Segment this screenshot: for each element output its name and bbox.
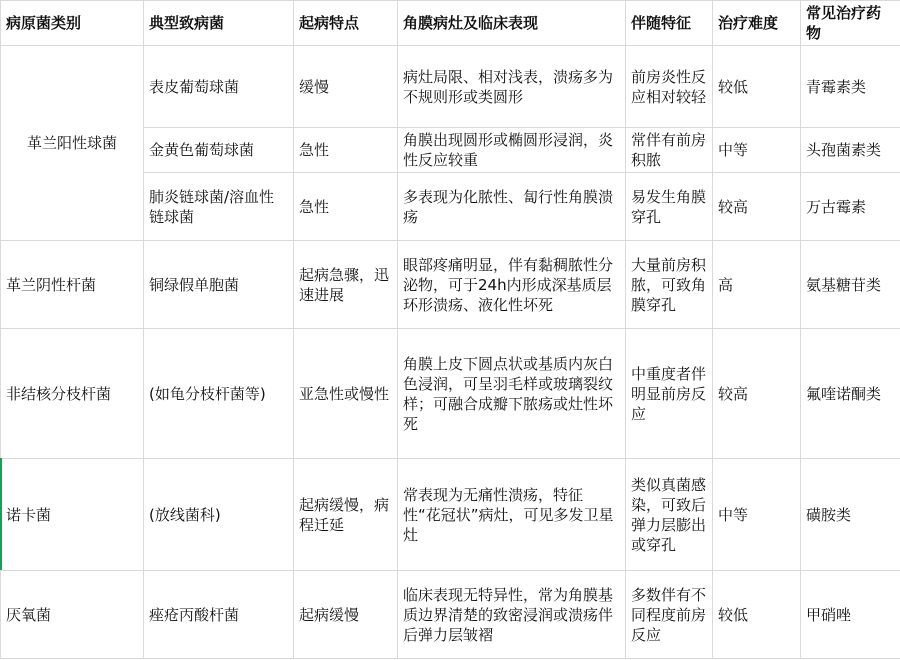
table-row (1, 571, 900, 659)
onset-cell[interactable]: 缓慢 (294, 46, 398, 128)
drug-cell[interactable]: 头孢菌素类 (801, 128, 900, 173)
drug-cell[interactable]: 磺胺类 (801, 459, 900, 571)
category-cell[interactable]: 厌氧菌 (1, 571, 144, 659)
table-row (1, 329, 900, 459)
pathogen-cell[interactable]: 肺炎链球菌/溶血性链球菌 (144, 173, 294, 241)
difficulty-cell[interactable]: 较低 (713, 46, 801, 128)
feature-cell[interactable]: 多数伴有不同程度前房反应 (626, 571, 713, 659)
pathogen-cell[interactable]: 金黄色葡萄球菌 (144, 128, 294, 173)
category-cell[interactable]: 革兰阴性杆菌 (1, 241, 144, 329)
difficulty-cell[interactable]: 中等 (713, 128, 801, 173)
lesion-cell[interactable]: 角膜出现圆形或椭圆形浸润，炎性反应较重 (398, 128, 626, 173)
header-category[interactable]: 病原菌类别 (1, 1, 144, 46)
feature-cell[interactable]: 易发生角膜穿孔 (626, 173, 713, 241)
lesion-cell[interactable]: 病灶局限、相对浅表，溃疡多为不规则形或类圆形 (398, 46, 626, 128)
drug-cell[interactable]: 青霉素类 (801, 46, 900, 128)
feature-cell[interactable]: 前房炎性反应相对较轻 (626, 46, 713, 128)
header-row (1, 1, 900, 46)
drug-cell[interactable]: 甲硝唑 (801, 571, 900, 659)
onset-cell[interactable]: 起病缓慢 (294, 571, 398, 659)
onset-cell[interactable]: 起病急骤，迅速进展 (294, 241, 398, 329)
header-feature[interactable]: 伴随特征 (626, 1, 713, 46)
lesion-cell[interactable]: 角膜上皮下圆点状或基质内灰白色浸润，可呈羽毛样或玻璃裂纹样；可融合成瓣下脓疡或灶性坏死 (398, 329, 626, 459)
difficulty-cell[interactable]: 较高 (713, 173, 801, 241)
onset-cell[interactable]: 亚急性或慢性 (294, 329, 398, 459)
difficulty-cell[interactable]: 中等 (713, 459, 801, 571)
lesion-cell[interactable]: 常表现为无痛性溃疡，特征性“花冠状”病灶，可见多发卫星灶 (398, 459, 626, 571)
header-onset[interactable]: 起病特点 (294, 1, 398, 46)
difficulty-cell[interactable]: 较低 (713, 571, 801, 659)
feature-cell[interactable]: 大量前房积脓，可致角膜穿孔 (626, 241, 713, 329)
feature-cell[interactable]: 中重度者伴明显前房反应 (626, 329, 713, 459)
drug-cell[interactable]: 氟喹诺酮类 (801, 329, 900, 459)
header-lesion[interactable]: 角膜病灶及临床表现 (398, 1, 626, 46)
onset-cell[interactable]: 起病缓慢，病程迁延 (294, 459, 398, 571)
pathogen-cell[interactable]: 表皮葡萄球菌 (144, 46, 294, 128)
pathogen-cell[interactable]: (放线菌科) (144, 459, 294, 571)
drug-cell[interactable]: 氨基糖苷类 (801, 241, 900, 329)
drug-cell[interactable]: 万古霉素 (801, 173, 900, 241)
lesion-cell[interactable]: 眼部疼痛明显，伴有黏稠脓性分泌物，可于24h内形成深基质层环形溃疡、液化性坏死 (398, 241, 626, 329)
table-row (1, 459, 900, 571)
table-row (1, 241, 900, 329)
header-pathogen[interactable]: 典型致病菌 (144, 1, 294, 46)
header-drug[interactable]: 常见治疗药物 (801, 1, 900, 46)
difficulty-cell[interactable]: 高 (713, 241, 801, 329)
category-cell[interactable]: 革兰阳性球菌 (1, 46, 144, 241)
feature-cell[interactable]: 类似真菌感染，可致后弹力层膨出或穿孔 (626, 459, 713, 571)
category-cell[interactable]: 诺卡菌 (1, 459, 144, 571)
selection-edge-marker (0, 458, 2, 570)
table-row (1, 46, 900, 128)
difficulty-cell[interactable]: 较高 (713, 329, 801, 459)
lesion-cell[interactable]: 临床表现无特异性，常为角膜基质边界清楚的致密浸润或溃疡伴后弹力层皱褶 (398, 571, 626, 659)
onset-cell[interactable]: 急性 (294, 173, 398, 241)
lesion-cell[interactable]: 多表现为化脓性、匐行性角膜溃疡 (398, 173, 626, 241)
pathogen-cell[interactable]: 痤疮丙酸杆菌 (144, 571, 294, 659)
feature-cell[interactable]: 常伴有前房积脓 (626, 128, 713, 173)
pathogen-cell[interactable]: (如龟分枝杆菌等) (144, 329, 294, 459)
category-cell[interactable]: 非结核分枝杆菌 (1, 329, 144, 459)
onset-cell[interactable]: 急性 (294, 128, 398, 173)
pathogen-cell[interactable]: 铜绿假单胞菌 (144, 241, 294, 329)
header-difficulty[interactable]: 治疗难度 (713, 1, 801, 46)
